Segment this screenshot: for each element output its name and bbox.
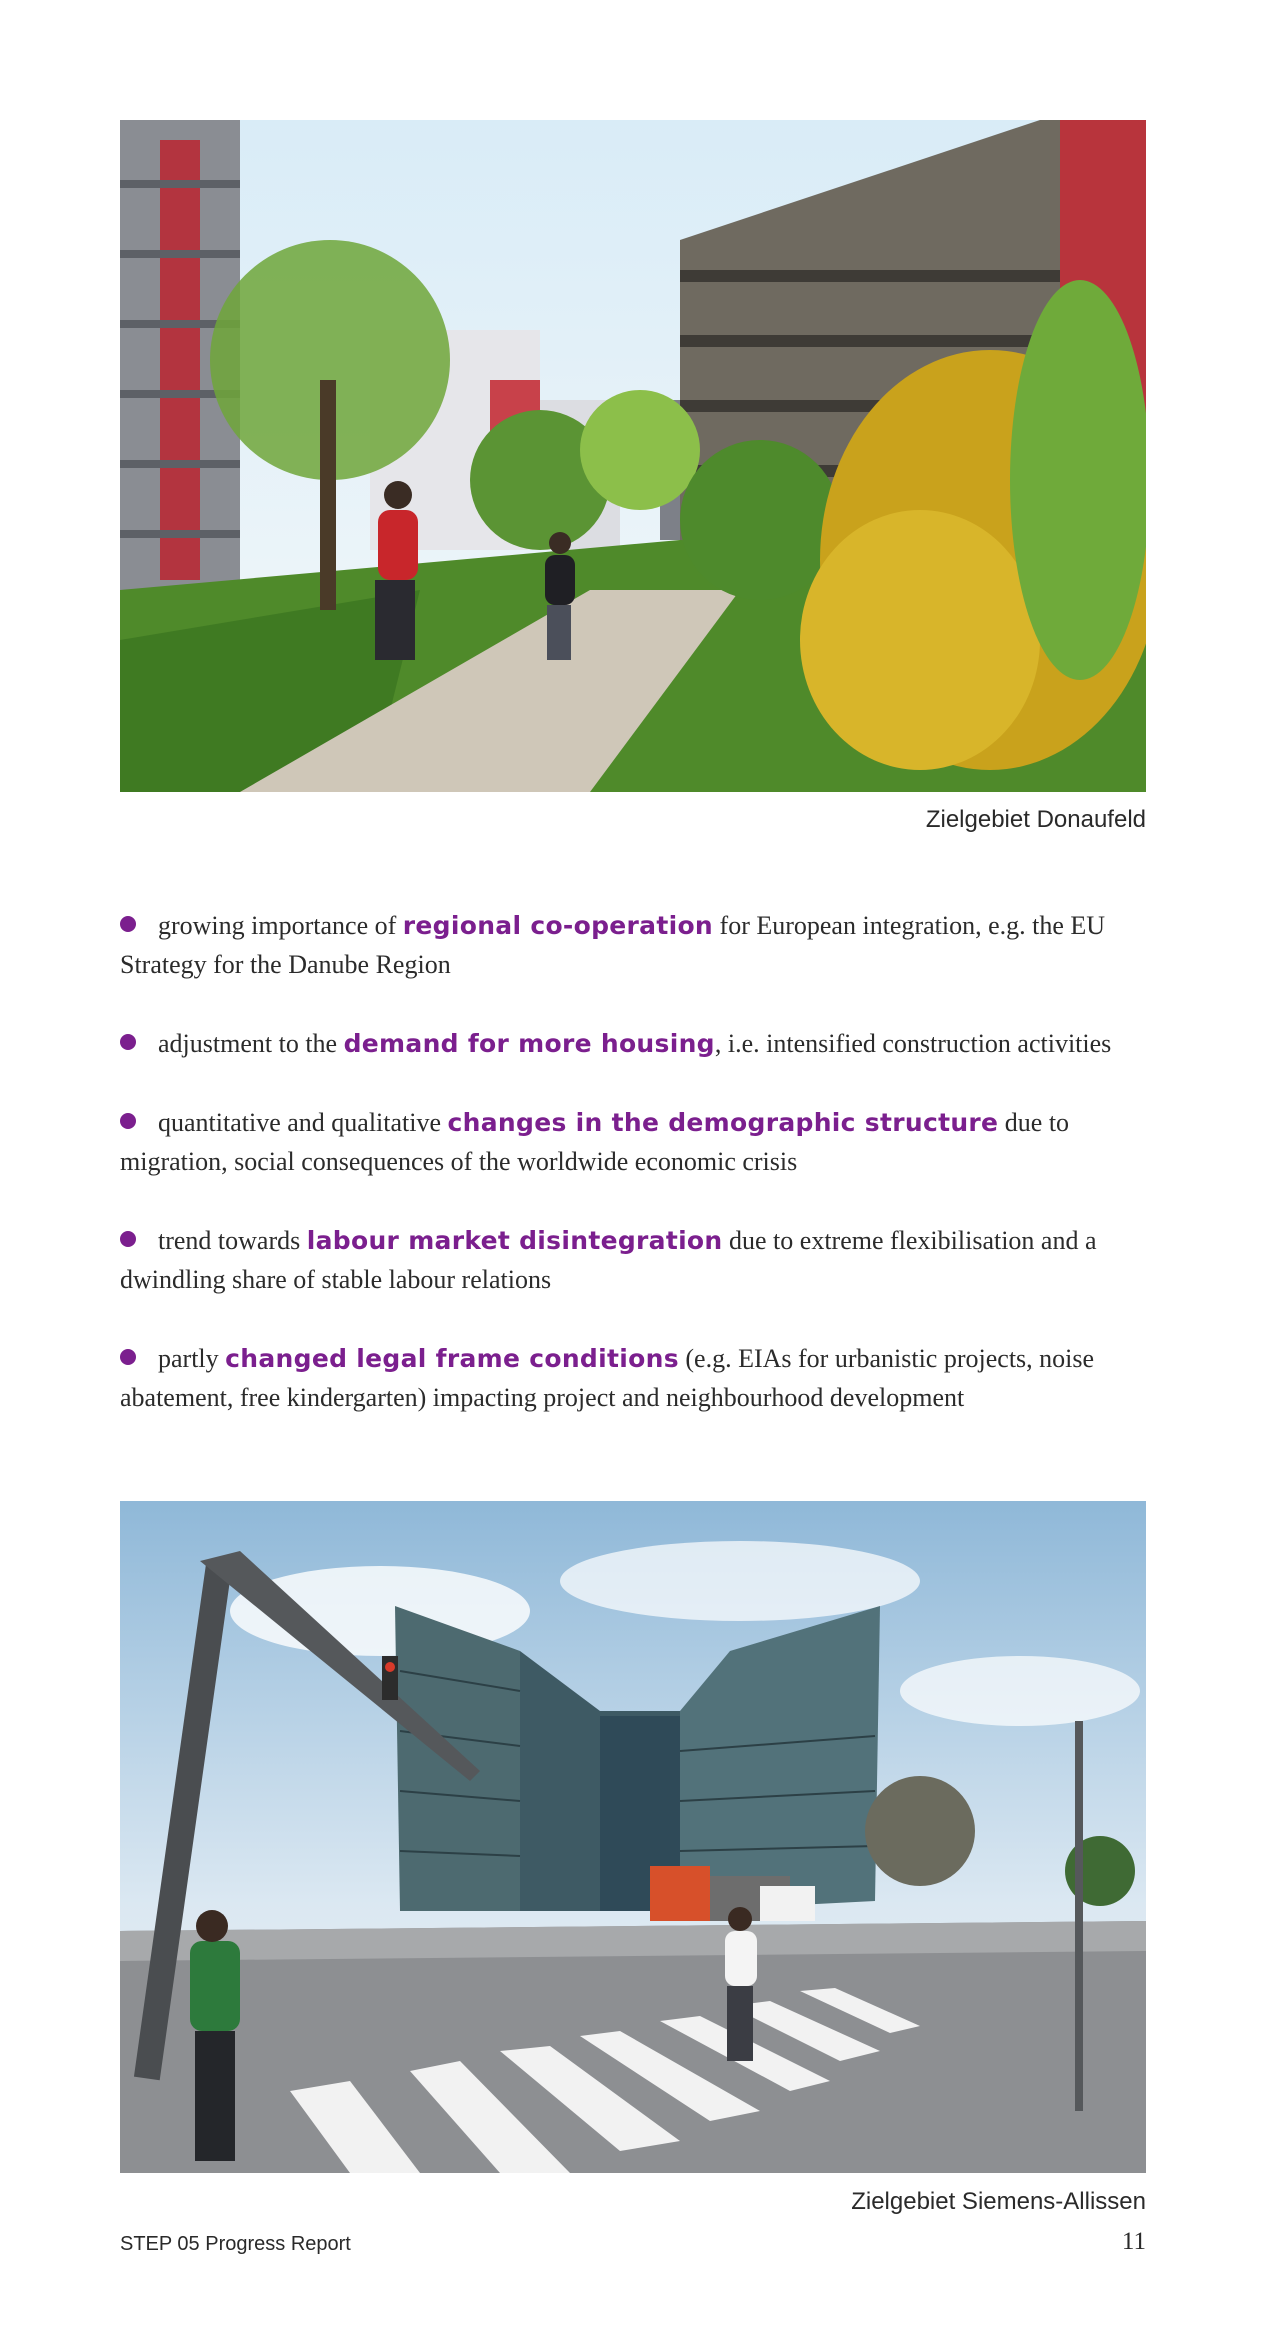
photo-caption: Zielgebiet Donaufeld [925, 806, 1146, 833]
highlight-term: changed legal frame conditions [225, 1344, 679, 1373]
page-number: 11 [1121, 2228, 1146, 2255]
bullet-dot-icon [120, 1349, 136, 1365]
bullet-dot-icon [120, 1034, 136, 1050]
highlight-term: regional co-operation [402, 911, 714, 940]
photo-caption: Zielgebiet Siemens-Allissen [851, 2188, 1146, 2215]
bullet-dot-icon [120, 916, 136, 932]
highlight-term: labour market disintegration [306, 1226, 723, 1255]
list-item: partly changed legal frame conditions (e.g. EIAs for urbanistic projects, noise abatement, free kindergarten) impacting project and neighbourhood development [120, 1344, 1095, 1412]
footer-report-title: STEP 05 Progress Report [120, 2233, 351, 2255]
bullet-dot-icon [120, 1231, 136, 1247]
highlight-term: demand for more housing [343, 1029, 715, 1058]
photo-donaufeld [120, 120, 1146, 792]
list-item: trend towards labour market disintegration due to extreme flexibilisation and a dwindling share of stable labour relations [120, 1226, 1097, 1294]
list-item: quantitative and qualitative changes in the demographic structure due to migration, social consequences of the worldwide economic crisis [120, 1108, 1070, 1176]
bullet-dot-icon [120, 1113, 136, 1129]
bullet-list [120, 880, 1150, 1457]
photo-siemens-allissen [120, 1501, 1146, 2173]
photo-donaufeld-illustration [120, 120, 1146, 792]
highlight-term: changes in the demographic structure [447, 1108, 999, 1137]
list-item: growing importance of regional co-operation for European integration, e.g. the EU Strategy for the Danube Region [120, 911, 1106, 979]
list-item: adjustment to the demand for more housing, i.e. intensified construction activities [120, 1024, 1150, 1063]
photo-siemens-illustration [120, 1501, 1146, 2173]
